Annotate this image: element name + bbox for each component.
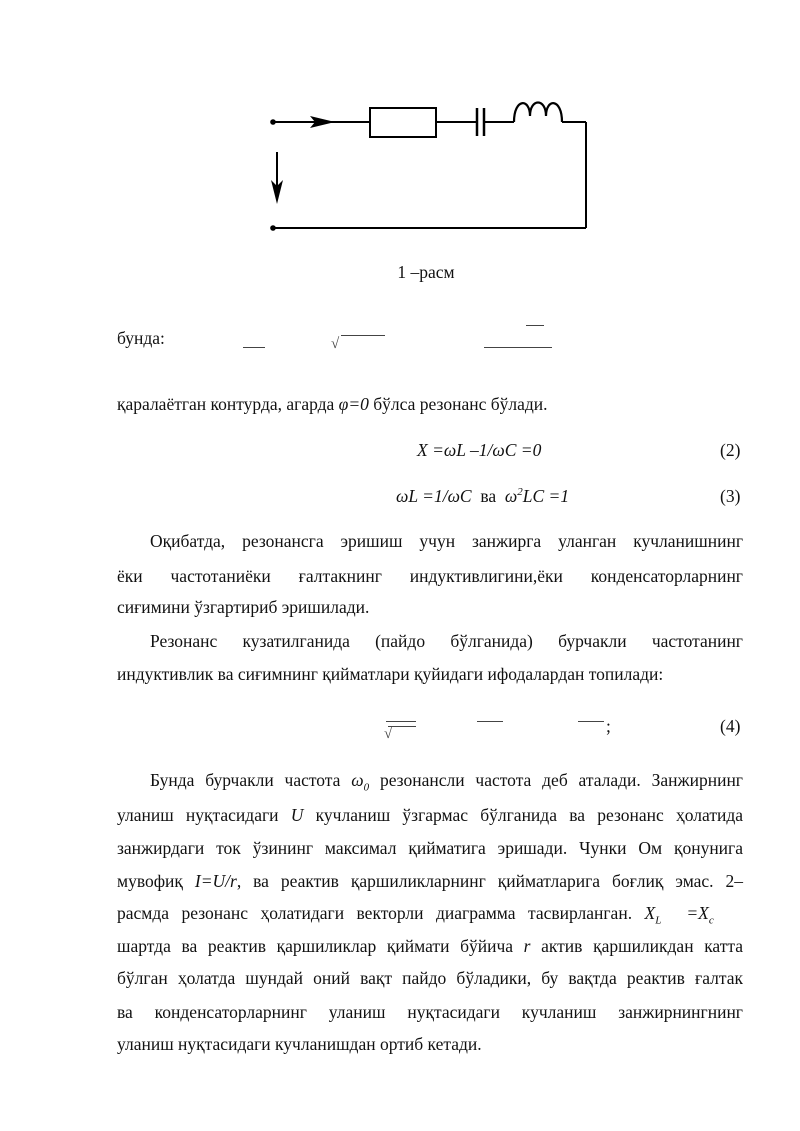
paragraph-1-line-1: Оқибатда, резонансга эришиш учун занжирга уланган кучланишнинг (150, 531, 743, 551)
equation-4-semicolon: ; (606, 716, 611, 736)
paragraph-3-line-3: занжирдаги ток ўзининг максимал қийматига эришади. Чунки Ом қонунига (117, 838, 743, 858)
equation-2-number: (2) (720, 440, 741, 460)
terminal-top (270, 119, 276, 125)
paragraph-1-line-3: сиғимини ўзгартириб эришилади. (117, 597, 370, 617)
paragraph-3-line-7: бўлган ҳолатда шундай оний вақт пайдо бўладики, бу вақтда реактив ғалтак (117, 968, 743, 988)
bunda-label: бунда: (117, 328, 165, 348)
paragraph-3-line-5: расмда резонанс ҳолатидаги векторли диаграмма тасвирланган. $X_L =X_c$ (117, 903, 714, 927)
eq4-radical-bar (386, 721, 416, 722)
paragraph-3-line-8: ва конденсаторларнинг уланиш нуқтасидаги кучланиш занжирнингнинг (117, 1002, 743, 1022)
faint-overline (526, 325, 544, 326)
equation-2: X =ωL –1/ωC =0 (417, 440, 542, 460)
eq4-fraction-line-2 (578, 721, 604, 722)
equation-3 (396, 486, 569, 506)
equation-3-part-a: ωL =1/ωC (396, 486, 472, 506)
resonance-condition (117, 394, 548, 414)
faint-radical: √ (331, 336, 340, 352)
resistor (370, 108, 436, 137)
figure-caption: 1 –расм (397, 262, 455, 282)
inductor (514, 103, 562, 123)
terminal-bottom (270, 225, 276, 231)
paragraph-3-line-1: Бунда бурчакли частота $\omega_0$ резонансли частота деб аталади. Занжирнинг (150, 770, 743, 794)
paragraph-3-line-6: шартда ва реактив қаршиликлар қиймати бўйича r актив қаршиликдан катта (117, 936, 744, 956)
paragraph-3-line-2: уланиш нуқтасидаги U кучланиш ўзгармас бўлганида ва резонанс ҳолатида (117, 805, 744, 825)
faint-fraction-line-1 (243, 347, 265, 348)
resonance-condition-text: қаралаётган контурда, агарда (117, 394, 335, 414)
equation-3-number: (3) (720, 486, 741, 506)
resonance-condition-end: бўлса резонанс бўлади. (373, 394, 548, 414)
faint-radical-bar (341, 335, 385, 336)
paragraph-3-line-9: уланиш нуқтасидаги кучланишдан ортиб кетади. (117, 1034, 482, 1054)
eq4-radical: √ (384, 726, 393, 742)
paragraph-2-line-2: индуктивлик ва сиғимнинг қийматлари қуйидаги ифодалардан топилади: (117, 664, 664, 684)
phi-zero: φ=0 (338, 394, 369, 414)
paragraph-1-line-2: ёки частотаниёки ғалтакнинг индуктивлигини,ёки конденсаторларнинг (117, 566, 743, 586)
equation-3-conj: ва (480, 486, 497, 506)
circuit-diagram (0, 0, 800, 260)
paragraph-2-line-1: Резонанс кузатилганида (пайдо бўлганида) бурчакли частотанинг (150, 631, 743, 651)
faint-fraction-line-2 (484, 347, 552, 348)
equation-3-part-b: $\omega^2LC =1$ (504, 486, 570, 506)
equation-4-number: (4) (720, 716, 741, 736)
paragraph-3-line-4: мувофиқ I=U/r, ва реактив қаршиликларнинг қийматларига боғлиқ эмас. 2– (117, 871, 743, 891)
eq4-fraction-line-1 (477, 721, 503, 722)
